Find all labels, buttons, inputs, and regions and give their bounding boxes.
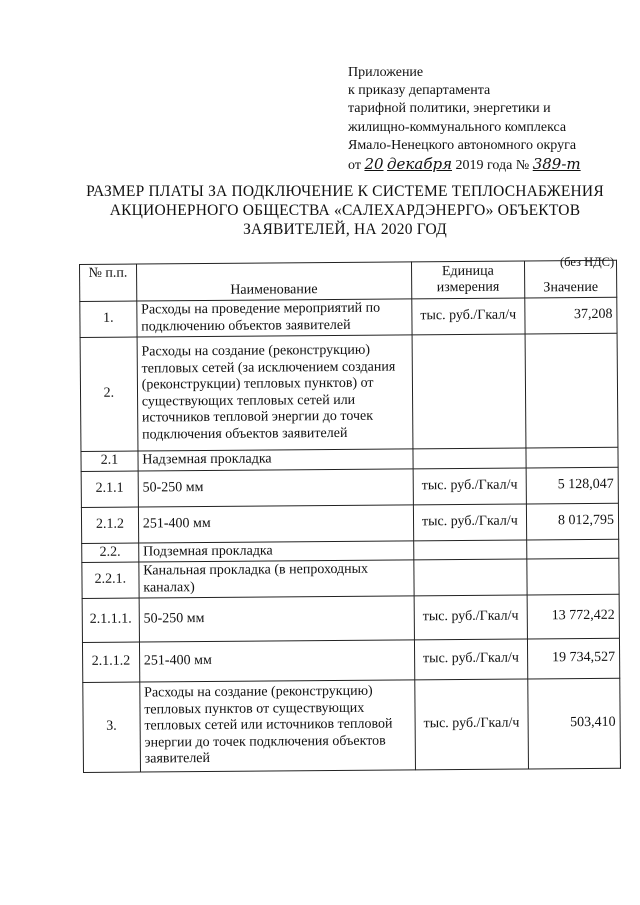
row-unit [413,539,527,559]
row-num: 2.2.1. [82,562,139,598]
row-num: 2.1.1.1. [82,598,139,642]
row-name: Расходы на создание (реконструкцию) тепловых сетей (за исключением создания (реконструкции) тепловых пунктов) от существующих тепловых сетей или источников тепловой энергии до точек подключения объектов заявителей [137,335,413,451]
order-date-line [348,155,633,175]
table-row [82,558,619,598]
row-num: 2. [80,337,138,451]
row-value: 13 772,422 [527,594,619,639]
title-line: АКЦИОНЕРНОГО ОБЩЕСТВА «САЛЕХАРДЭНЕРГО» ОБЪЕКТОВ [109,202,581,219]
row-unit: тыс. руб./Гкал/ч [411,298,525,335]
row-unit: тыс. руб./Гкал/ч [414,639,528,680]
row-unit [413,448,527,468]
row-value [527,539,619,559]
header-unit: Единица измерения [411,261,525,299]
row-name: Канальная прокладка (в непроходных каналах) [139,560,414,598]
table-row [82,638,619,682]
row-value: 19 734,527 [528,638,620,679]
table-row [81,467,618,507]
row-num: 2.1 [81,451,138,471]
header-name: Наименование [136,262,411,301]
row-value [525,333,618,448]
date-year: 2019 года № [455,158,530,174]
row-name: Расходы на создание (реконструкцию) тепловых пунктов от существующих тепловых сетей или источников тепловой энергии до точек подключения объектов заявителей [140,680,416,772]
vat-note: (без НДС) [560,255,615,269]
order-number: 389-т [532,155,581,174]
row-name: 251-400 мм [138,504,413,542]
date-day: 20 [364,155,384,174]
row-num: 2.1.1.2 [82,642,139,682]
row-name: 251-400 мм [139,640,414,682]
row-name: 50-250 мм [138,468,413,506]
row-value: 503,410 [528,678,621,769]
fee-table [79,260,621,773]
row-value [526,447,618,467]
table-row [80,297,617,337]
appendix-line: жилищно-коммунального комплекса [348,119,567,135]
row-unit: тыс. руб./Гкал/ч [414,679,528,770]
appendix-line: Приложение [348,65,424,80]
table-header-row [80,260,617,301]
header-value: Значение [525,260,617,298]
row-num: 1. [80,301,137,337]
appendix-block [348,64,633,175]
row-name: Надземная прокладка [138,449,413,471]
row-unit: тыс. руб./Гкал/ч [413,467,527,504]
table-row [83,678,621,772]
row-value: 5 128,047 [526,467,618,504]
table-row [80,333,618,451]
row-name: Подземная прокладка [138,540,413,562]
header-num: № п.п. [80,264,137,301]
row-num: 3. [83,682,140,772]
row-name: Расходы на проведение мероприятий по подключению объектов заявителей [137,299,412,337]
appendix-line: тарифной политики, энергетики и [348,101,551,117]
date-month: декабря [387,155,453,174]
row-unit: тыс. руб./Гкал/ч [413,503,527,540]
table-row [81,503,618,543]
row-num: 2.1.2 [81,507,138,543]
appendix-line: Ямало-Ненецкого автономного округа [348,137,577,153]
row-value [527,558,619,595]
row-name: 50-250 мм [139,596,414,642]
row-value: 8 012,795 [526,503,618,540]
table-row [82,594,619,642]
row-unit: тыс. руб./Гкал/ч [414,595,528,640]
title-line: РАЗМЕР ПЛАТЫ ЗА ПОДКЛЮЧЕНИЕ К СИСТЕМЕ ТЕПЛОСНАБЖЕНИЯ [86,183,604,200]
row-num: 2.2. [82,543,139,563]
row-unit [413,559,527,596]
appendix-line: к приказу департамента [348,83,491,99]
row-num: 2.1.1 [81,471,138,507]
date-prefix: от [348,158,361,174]
row-unit [412,334,526,449]
document-title [70,182,620,239]
row-value: 37,208 [525,297,617,334]
title-line: ЗАЯВИТЕЛЕЙ, НА 2020 ГОД [243,221,447,238]
